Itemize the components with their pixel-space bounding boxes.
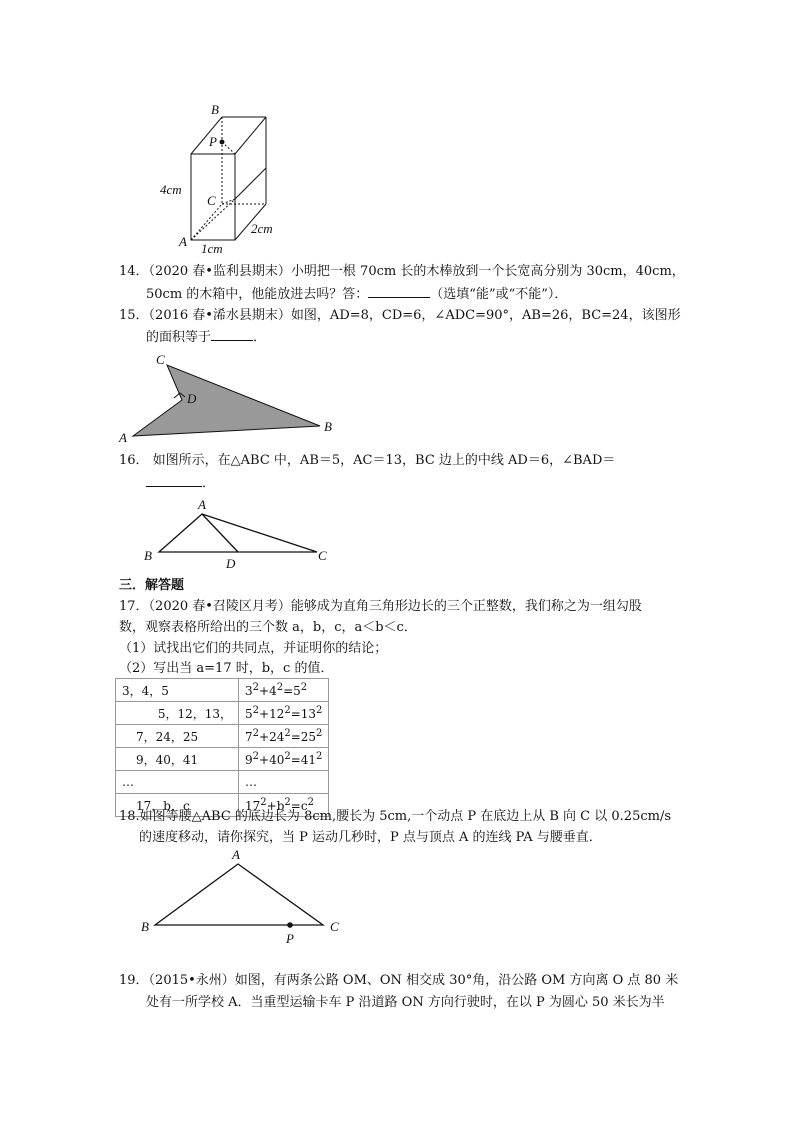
q19-line2: 处有一所学校 A．当重型运输卡车 P 沿道路 ON 方向行驶时，在以 P 为圆心 50 米长为半 [146, 995, 665, 1010]
q16-line1: 16． 如图所示，在△ABC 中，AB＝5，AC＝13，BC 边上的中线 AD＝6，∠BAD＝ [119, 453, 616, 468]
table-row: 5，12，13， $5^2+12^2=13^2$ [116, 702, 329, 725]
label-C: C [318, 548, 327, 563]
q16-line2: ． [146, 474, 215, 493]
label-height: 4cm [160, 182, 182, 197]
isosceles-triangle-figure [135, 846, 355, 950]
label-A: A [119, 430, 127, 445]
q19-line1: 19．（2015•永州）如图，有两条公路 OM、ON 相交成 30°角，沿公路 OM 方向离 O 点 80 米 [119, 973, 679, 988]
label-B: B [144, 548, 152, 563]
label-B: B [141, 919, 149, 934]
answer-blank-14[interactable] [368, 285, 430, 298]
q17-line4: （2）写出当 a=17 时，b，c 的值． [119, 661, 334, 676]
label-C: C [207, 193, 216, 208]
q15-line1: 15．（2016 春•浠水县期末）如图，AD=8，CD=6，∠ADC=90°，AB=26，BC=24，该图形 [119, 308, 681, 323]
q15-line2: 的面积等于 ． [146, 330, 267, 345]
answer-blank-16[interactable] [146, 474, 202, 487]
label-B: B [211, 102, 219, 117]
q14-line2: 50cm 的木箱中，他能放进去吗？答： （选填“能”或“不能”）． [146, 287, 568, 302]
answer-blank-15[interactable] [211, 328, 253, 341]
label-A: A [198, 497, 206, 512]
label-B: B [324, 419, 332, 434]
table-row: 3，4，5 $3^2+4^2=5^2$ [116, 679, 329, 702]
label-D: D [187, 391, 197, 406]
section-heading: 三．解答题 [119, 578, 185, 593]
q18-line1: 18.如图等腰△ABC 的底边长为 8cm,腰长为 5cm,一个动点 P 在底边上从 B 向 C 以 0.25cm/s [119, 809, 671, 824]
box-figure [155, 100, 285, 260]
label-A: A [232, 847, 240, 862]
table-row: 17，b，c $17^2+b^2=c^2$ [116, 794, 329, 817]
q14-line1: 14．（2020 春•监利县期末）小明把一根 70cm 长的木棒放到一个长宽高分别为 30cm，40cm， [119, 264, 685, 279]
label-P: P [286, 931, 294, 946]
q18-line2: 的速度移动，请你探究，当 P 运动几秒时，P 点与顶点 A 的连线 PA 与腰垂直． [139, 830, 602, 845]
pythagorean-table [115, 678, 329, 817]
label-C: C [330, 919, 339, 934]
table-row: 7，24，25 $7^2+24^2=25^2$ [116, 725, 329, 748]
label-D: D [226, 556, 236, 571]
label-P: P [209, 134, 217, 149]
label-A: A [179, 234, 187, 249]
quadrilateral-figure [115, 348, 345, 448]
label-width: 1cm [201, 241, 223, 256]
table-row: … … [116, 771, 329, 794]
label-depth: 2cm [251, 221, 273, 236]
q17-line3: （1）试找出它们的共同点，并证明你的结论； [119, 641, 388, 656]
label-C: C [156, 352, 165, 367]
triangle-abc-figure [140, 494, 340, 572]
table-row: 9，40，41 $9^2+40^2=41^2$ [116, 748, 329, 771]
q17-line1: 17．（2020 春•召陵区月考）能够成为直角三角形边长的三个正整数，我们称之为一组勾股 [119, 599, 642, 614]
q17-line2: 数，观察表格所给出的三个数 a，b，c，a＜b＜c． [119, 620, 417, 635]
